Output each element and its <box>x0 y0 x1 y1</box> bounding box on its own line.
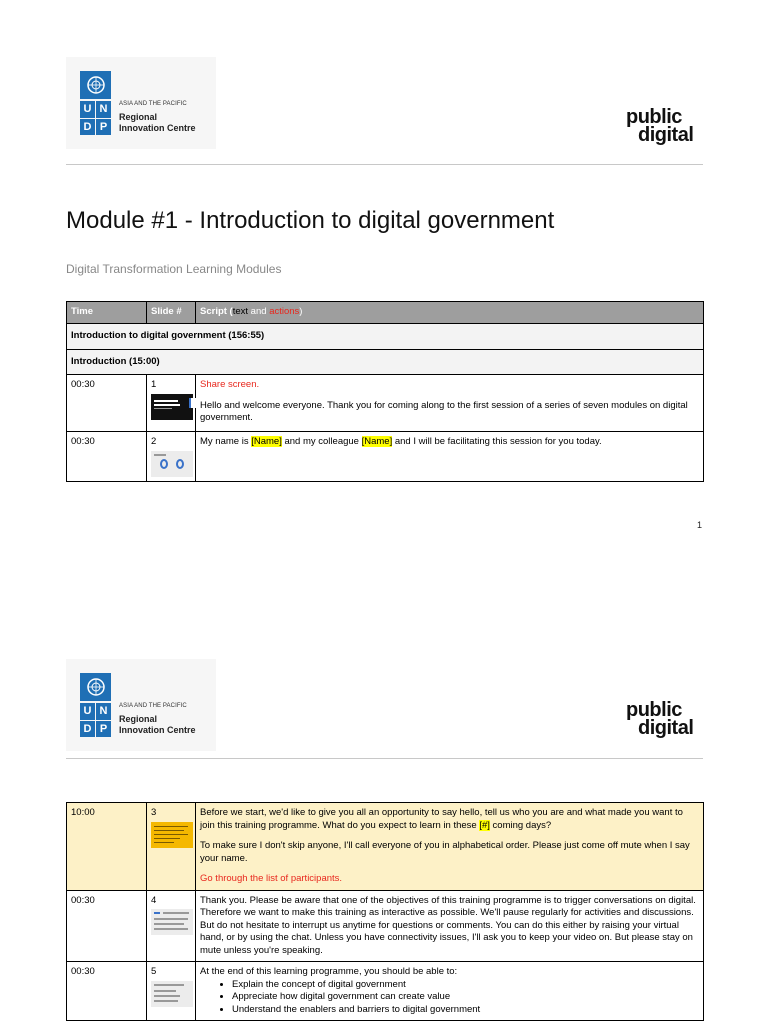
row-script <box>196 375 704 432</box>
page-number: 1 <box>697 520 703 530</box>
script-and: and <box>248 306 270 317</box>
public-digital-logo <box>626 701 693 737</box>
row-slide <box>147 803 196 891</box>
row-script <box>196 962 704 1021</box>
objectives-list <box>200 979 699 1017</box>
column-header-time: Time <box>67 302 147 324</box>
row-text: coming days? <box>489 819 552 831</box>
undp-centre-line1: Regional <box>119 112 158 122</box>
row-script: Thank you. Please be aware that one of the objectives of this training programme is to trigger conversations on digital. Therefore we want to make this training as interactive as possible. We'll pause regularly for activities and discussions. But do not hesitate to interrupt us anytime for questions or comments. You can do this either by raising your virtual hand, or by using the chat. Unless you have connectivity issues, I'll ask you to keep your video on. But please stay on mute unless you're speaking. <box>196 890 704 962</box>
name-placeholder: [Name] <box>251 436 282 447</box>
header-divider <box>66 758 703 759</box>
row-slide <box>147 962 196 1021</box>
row-script <box>196 432 704 482</box>
slide-thumbnail <box>151 451 193 477</box>
partner-line1: public <box>626 106 682 128</box>
undp-letter: N <box>96 703 111 720</box>
undp-letter: D <box>80 721 95 738</box>
slide-thumbnail <box>151 394 193 420</box>
undp-letter: U <box>80 703 95 720</box>
undp-centre-line2: Innovation Centre <box>119 123 196 133</box>
row-script <box>196 803 704 891</box>
undp-letter: P <box>96 119 111 136</box>
slide-number: 2 <box>151 436 157 447</box>
slide-number: 3 <box>151 807 157 818</box>
row-text: Before we start, we'd like to give you all an opportunity to say hello, tell us who you are and what made you want to join this training programme. What do you expect to learn in these <box>200 807 683 831</box>
script-actions-key: actions <box>269 306 300 317</box>
slide-number: 1 <box>151 379 157 390</box>
subsection-row <box>67 349 704 375</box>
table-row <box>67 375 704 432</box>
days-placeholder: [#] <box>479 819 490 831</box>
undp-centre-line2: Innovation Centre <box>119 725 196 735</box>
undp-logo <box>80 71 111 135</box>
undp-region: ASIA AND THE PACIFIC <box>119 101 187 107</box>
row-time: 00:30 <box>67 890 147 962</box>
un-emblem-icon <box>80 71 111 99</box>
section-title: Introduction to digital government (156:55) <box>67 324 704 350</box>
section-row <box>67 324 704 350</box>
undp-letter: P <box>96 721 111 738</box>
undp-logo-block <box>66 659 216 751</box>
undp-letter: U <box>80 101 95 118</box>
undp-region: ASIA AND THE PACIFIC <box>119 703 187 709</box>
page-title: Module #1 - Introduction to digital government <box>66 207 555 234</box>
row-time: 00:30 <box>67 432 147 482</box>
row-text: and my colleague <box>281 436 362 447</box>
column-header-slide: Slide # <box>147 302 196 324</box>
table-row <box>67 432 704 482</box>
row-paragraph <box>200 807 699 832</box>
slide-thumbnail <box>151 909 193 935</box>
row-slide <box>147 890 196 962</box>
undp-logo <box>80 673 111 737</box>
column-header-script <box>196 302 704 324</box>
slide-thumbnail <box>151 981 193 1007</box>
partner-line1: public <box>626 699 682 721</box>
subsection-title: Introduction (15:00) <box>67 349 704 375</box>
script-table <box>66 301 704 482</box>
name-placeholder: [Name] <box>361 436 393 447</box>
list-item: • Explain the concept of digital government <box>232 979 699 992</box>
list-item: • Understand the enablers and barriers to digital government <box>232 1004 699 1017</box>
partner-line2: digital <box>638 717 694 739</box>
row-slide <box>147 432 196 482</box>
row-slide <box>147 375 196 432</box>
row-text: Hello and welcome everyone. Thank you for coming along to the first session of a series of seven modules on digital government. <box>200 399 688 423</box>
row-paragraph: To make sure I don't skip anyone, I'll call everyone of you in alphabetical order. Please just come off mute when I say your name. <box>200 840 690 864</box>
row-text: and I will be facilitating this session for you today. <box>392 436 602 447</box>
script-suffix: ) <box>299 306 303 317</box>
script-prefix: Script ( <box>200 306 233 317</box>
undp-letter: N <box>96 101 111 118</box>
row-time: 00:30 <box>67 962 147 1021</box>
header-divider <box>66 164 703 165</box>
public-digital-logo <box>626 108 693 144</box>
script-text-key: text <box>232 306 249 317</box>
row-action: Go through the list of participants. <box>200 873 343 884</box>
table-header-row <box>67 302 704 324</box>
table-row <box>67 962 704 1021</box>
table-row <box>67 890 704 962</box>
row-intro: At the end of this learning programme, you should be able to: <box>200 966 458 977</box>
un-emblem-icon <box>80 673 111 701</box>
row-time: 10:00 <box>67 803 147 891</box>
slide-thumbnail <box>151 822 193 848</box>
document-page-2 <box>0 600 768 1024</box>
list-item: • Appreciate how digital government can create value <box>232 991 699 1004</box>
table-row <box>67 803 704 891</box>
row-time: 00:30 <box>67 375 147 432</box>
slide-number: 5 <box>151 966 157 977</box>
slide-number: 4 <box>151 894 157 906</box>
undp-logo-block <box>66 57 216 149</box>
page-subtitle: Digital Transformation Learning Modules <box>66 262 282 276</box>
partner-line2: digital <box>638 124 694 146</box>
row-action: Share screen. <box>200 379 260 390</box>
undp-centre-line1: Regional <box>119 714 158 724</box>
script-table-continued <box>66 802 704 1021</box>
undp-letter: D <box>80 119 95 136</box>
row-text: My name is <box>200 436 252 447</box>
